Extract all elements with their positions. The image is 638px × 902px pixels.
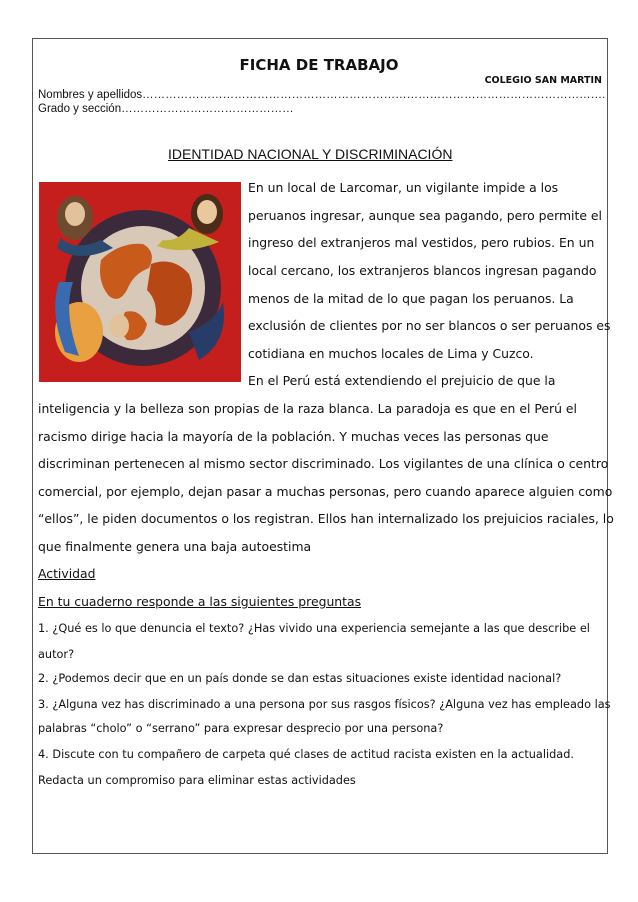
text-line: discriminan pertenecen al mismo sector discriminado. Los vigilantes de una clínica o centro [38, 456, 609, 471]
activity-label: Actividad [38, 566, 96, 581]
school-name: COLEGIO SAN MARTIN [484, 75, 602, 86]
text-line: menos de la mitad de lo que pagan los peruanos. La [248, 291, 574, 306]
text-line: cotidiana en muchos locales de Lima y Cuzco. [248, 346, 534, 361]
question-line: 1. ¿Qué es lo que denuncia el texto? ¿Has vivido una experiencia semejante a las que describe el [38, 622, 590, 635]
text-line: racismo dirige hacia la mayoría de la población. Y muchas veces las personas que [38, 429, 549, 444]
text-line: comercial, por ejemplo, dejan pasar a muchas personas, pero cuando aparece alguien como [38, 484, 613, 499]
text-line: inteligencia y la belleza son propias de la raza blanca. La paradoja es que en el Perú el [38, 401, 577, 416]
question-line: Redacta un compromiso para eliminar estas actividades [38, 774, 356, 787]
text-line: exclusión de clientes por no ser blancos o ser peruanos es [248, 318, 611, 333]
name-field: Nombres y apellidos…………………………………………………………………………………………………………. [38, 89, 606, 101]
question-line: 4. Discute con tu compañero de carpeta qué clases de actitud racista existen en la actualidad. [38, 748, 574, 761]
text-line: peruanos ingresar, aunque sea pagando, pero permite el [248, 208, 602, 223]
text-line: local cercano, los extranjeros blancos ingresan pagando [248, 263, 597, 278]
text-line: En un local de Larcomar, un vigilante impide a los [248, 180, 559, 195]
activity-instruction: En tu cuaderno responde a las siguientes preguntas [38, 594, 362, 609]
grade-field: Grado y sección……………………………………… [38, 103, 294, 115]
text-line: En el Perú está extendiendo el prejuicio de que la [248, 373, 556, 388]
text-line: “ellos”, le piden documentos o los registran. Ellos han internalizado los prejuicios raciales, lo [38, 511, 614, 526]
illustration-svg [39, 182, 241, 382]
section-heading: IDENTIDAD NACIONAL Y DISCRIMINACIÓN [168, 146, 453, 162]
question-line: palabras “cholo” o “serrano” para expresar desprecio por una persona? [38, 722, 444, 735]
question-line: 2. ¿Podemos decir que en un país donde se dan estas situaciones existe identidad nacional? [38, 672, 562, 685]
question-line: autor? [38, 648, 75, 661]
text-line: que finalmente genera una baja autoestima [38, 539, 312, 554]
worksheet-title: FICHA DE TRABAJO [239, 56, 399, 74]
text-line: ingreso del extranjeros mal vestidos, pero rubios. En un [248, 235, 595, 250]
question-line: 3. ¿Alguna vez has discriminado a una persona por sus rasgos físicos? ¿Alguna vez has empleado las [38, 698, 611, 711]
globe-hug-illustration [39, 182, 241, 382]
